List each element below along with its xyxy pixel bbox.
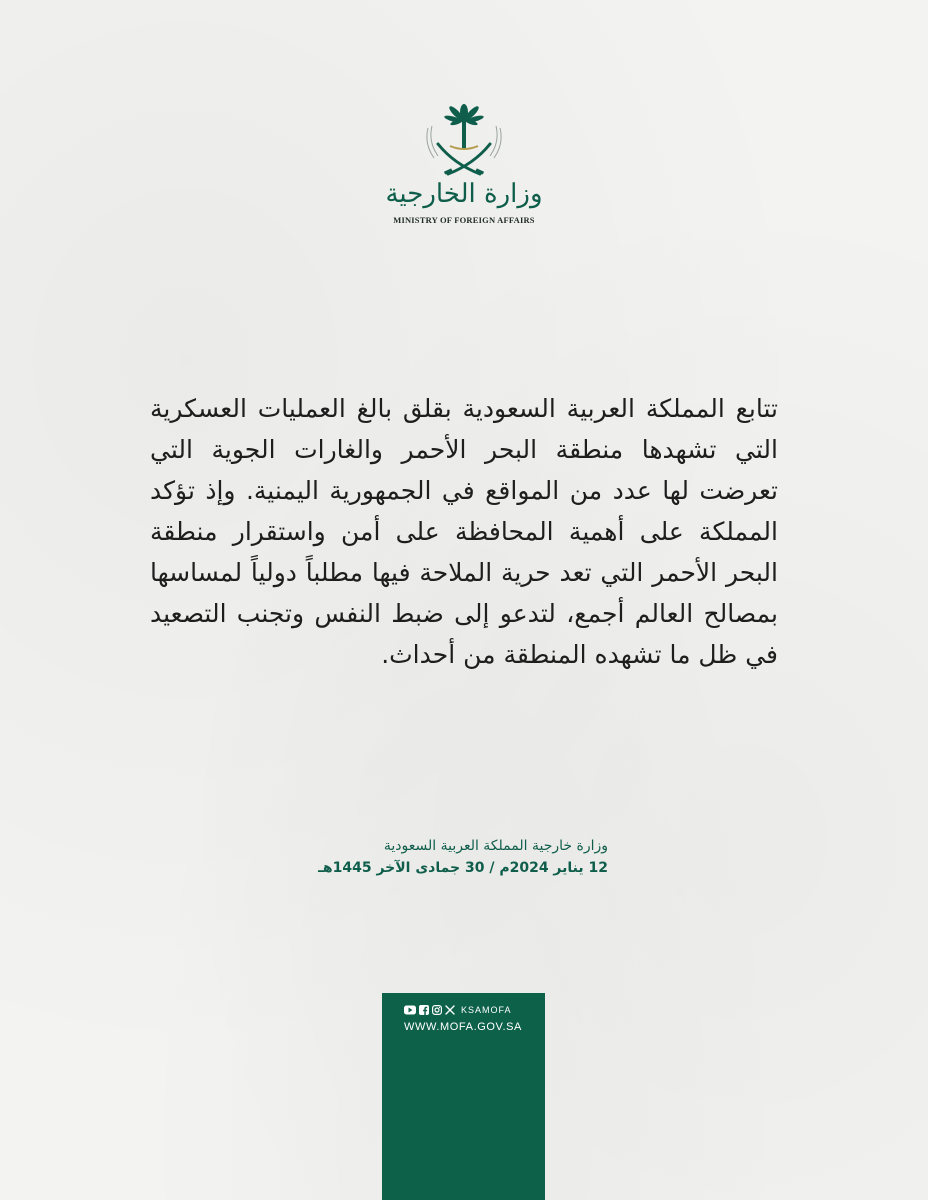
social-handle[interactable]: KSAMOFA — [461, 1005, 512, 1015]
issuer-name: وزارة خارجية المملكة العربية السعودية — [383, 838, 608, 854]
issue-date: 12 يناير 2024م / 30 جمادى الآخر 1445هـ — [318, 860, 608, 876]
ministry-name-arabic: وزارة الخارجية — [385, 179, 543, 209]
statement-body: تتابع المملكة العربية السعودية بقلق بالغ العمليات العسكرية التي تشهدها منطقة البحر الأحمر والغارات الجوية التي تعرضت لها عدد من المواقع في الجمهورية اليمنية. وإذ تؤكد المملكة على أهمية المحافظة على أمن واستقرار منطقة البحر الأحمر التي تعد حرية الملاحة فيها مطلباً دولياً لمساسها بمصالح العالم أجمع، لتدعو إلى ضبط النفس وتجنب التصعيد في ظل ما تشهده المنطقة من أحداث. — [150, 394, 778, 669]
facebook-icon[interactable] — [419, 1005, 429, 1015]
youtube-icon[interactable] — [404, 1005, 416, 1015]
instagram-icon[interactable] — [432, 1005, 442, 1015]
ministry-name-english: MINISTRY OF FOREIGN AFFAIRS — [393, 215, 535, 225]
website-link[interactable]: WWW.MOFA.GOV.SA — [404, 1021, 522, 1033]
signature-block — [300, 835, 608, 879]
footer-panel — [382, 993, 545, 1200]
social-links — [404, 1005, 512, 1015]
x-icon[interactable] — [445, 1005, 455, 1015]
saudi-emblem-icon — [424, 100, 504, 184]
